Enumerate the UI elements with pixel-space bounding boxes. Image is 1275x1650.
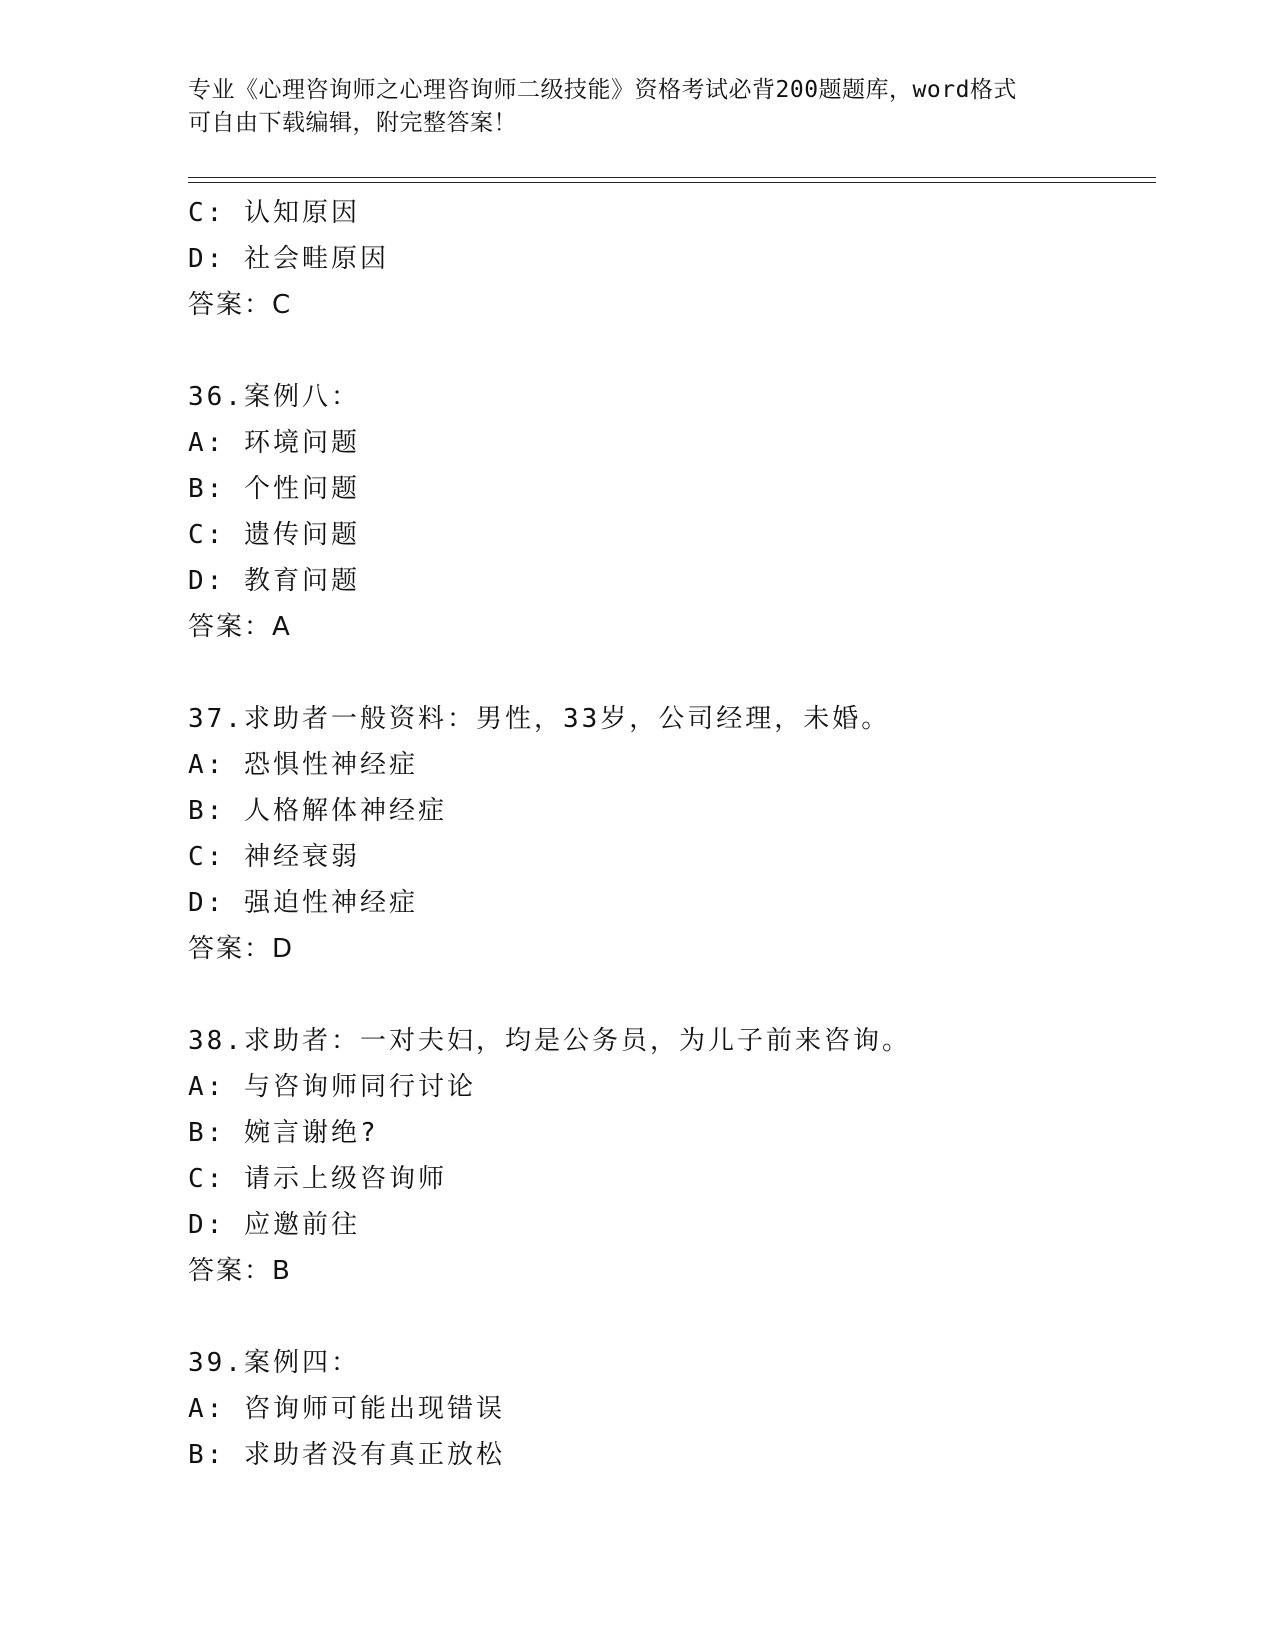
spacer [188,1294,1148,1340]
option-b: B: 人格解体神经症 [188,796,447,826]
answer-line: 答案：C [188,290,293,320]
option-a: A: 恐惧性神经症 [188,750,418,780]
question-stem: 37.求助者一般资料：男性，33岁，公司经理，未婚。 [188,704,891,734]
option-a: A: 与咨询师同行讨论 [188,1072,476,1102]
option-d: D: 社会畦原因 [188,244,389,274]
option-d: D: 强迫性神经症 [188,888,418,918]
question-37 [188,696,1148,972]
option-c: C: 神经衰弱 [188,842,360,872]
question-stem: 36.案例八： [188,382,360,412]
option-a: A: 环境问题 [188,428,360,458]
answer-line: 答案：A [188,612,292,642]
spacer [188,972,1148,1018]
option-d: D: 教育问题 [188,566,360,596]
header-divider [188,177,1156,183]
question-stem: 38.求助者：一对夫妇，均是公务员，为儿子前来咨询。 [188,1026,911,1056]
spacer [188,328,1148,374]
question-stem: 39.案例四： [188,1348,360,1378]
option-d: D: 应邀前往 [188,1210,360,1240]
question-39 [188,1340,1148,1478]
option-b: B: 个性问题 [188,474,360,504]
option-a: A: 咨询师可能出现错误 [188,1394,505,1424]
answer-line: 答案：B [188,1256,292,1286]
question-35-fragment [188,190,1148,328]
document-header [188,74,1088,140]
option-b: B: 求助者没有真正放松 [188,1440,505,1470]
question-list [188,190,1148,1478]
question-38 [188,1018,1148,1294]
option-c: C: 认知原因 [188,198,360,228]
header-line-2: 可自由下载编辑，附完整答案！ [188,110,517,136]
option-c: C: 遗传问题 [188,520,360,550]
option-b: B: 婉言谢绝? [188,1118,379,1148]
answer-line: 答案：D [188,934,295,964]
header-line-1: 专业《心理咨询师之心理咨询师二级技能》资格考试必背200题题库，word格式 [188,77,1017,103]
spacer [188,650,1148,696]
option-c: C: 请示上级咨询师 [188,1164,447,1194]
question-36 [188,374,1148,650]
